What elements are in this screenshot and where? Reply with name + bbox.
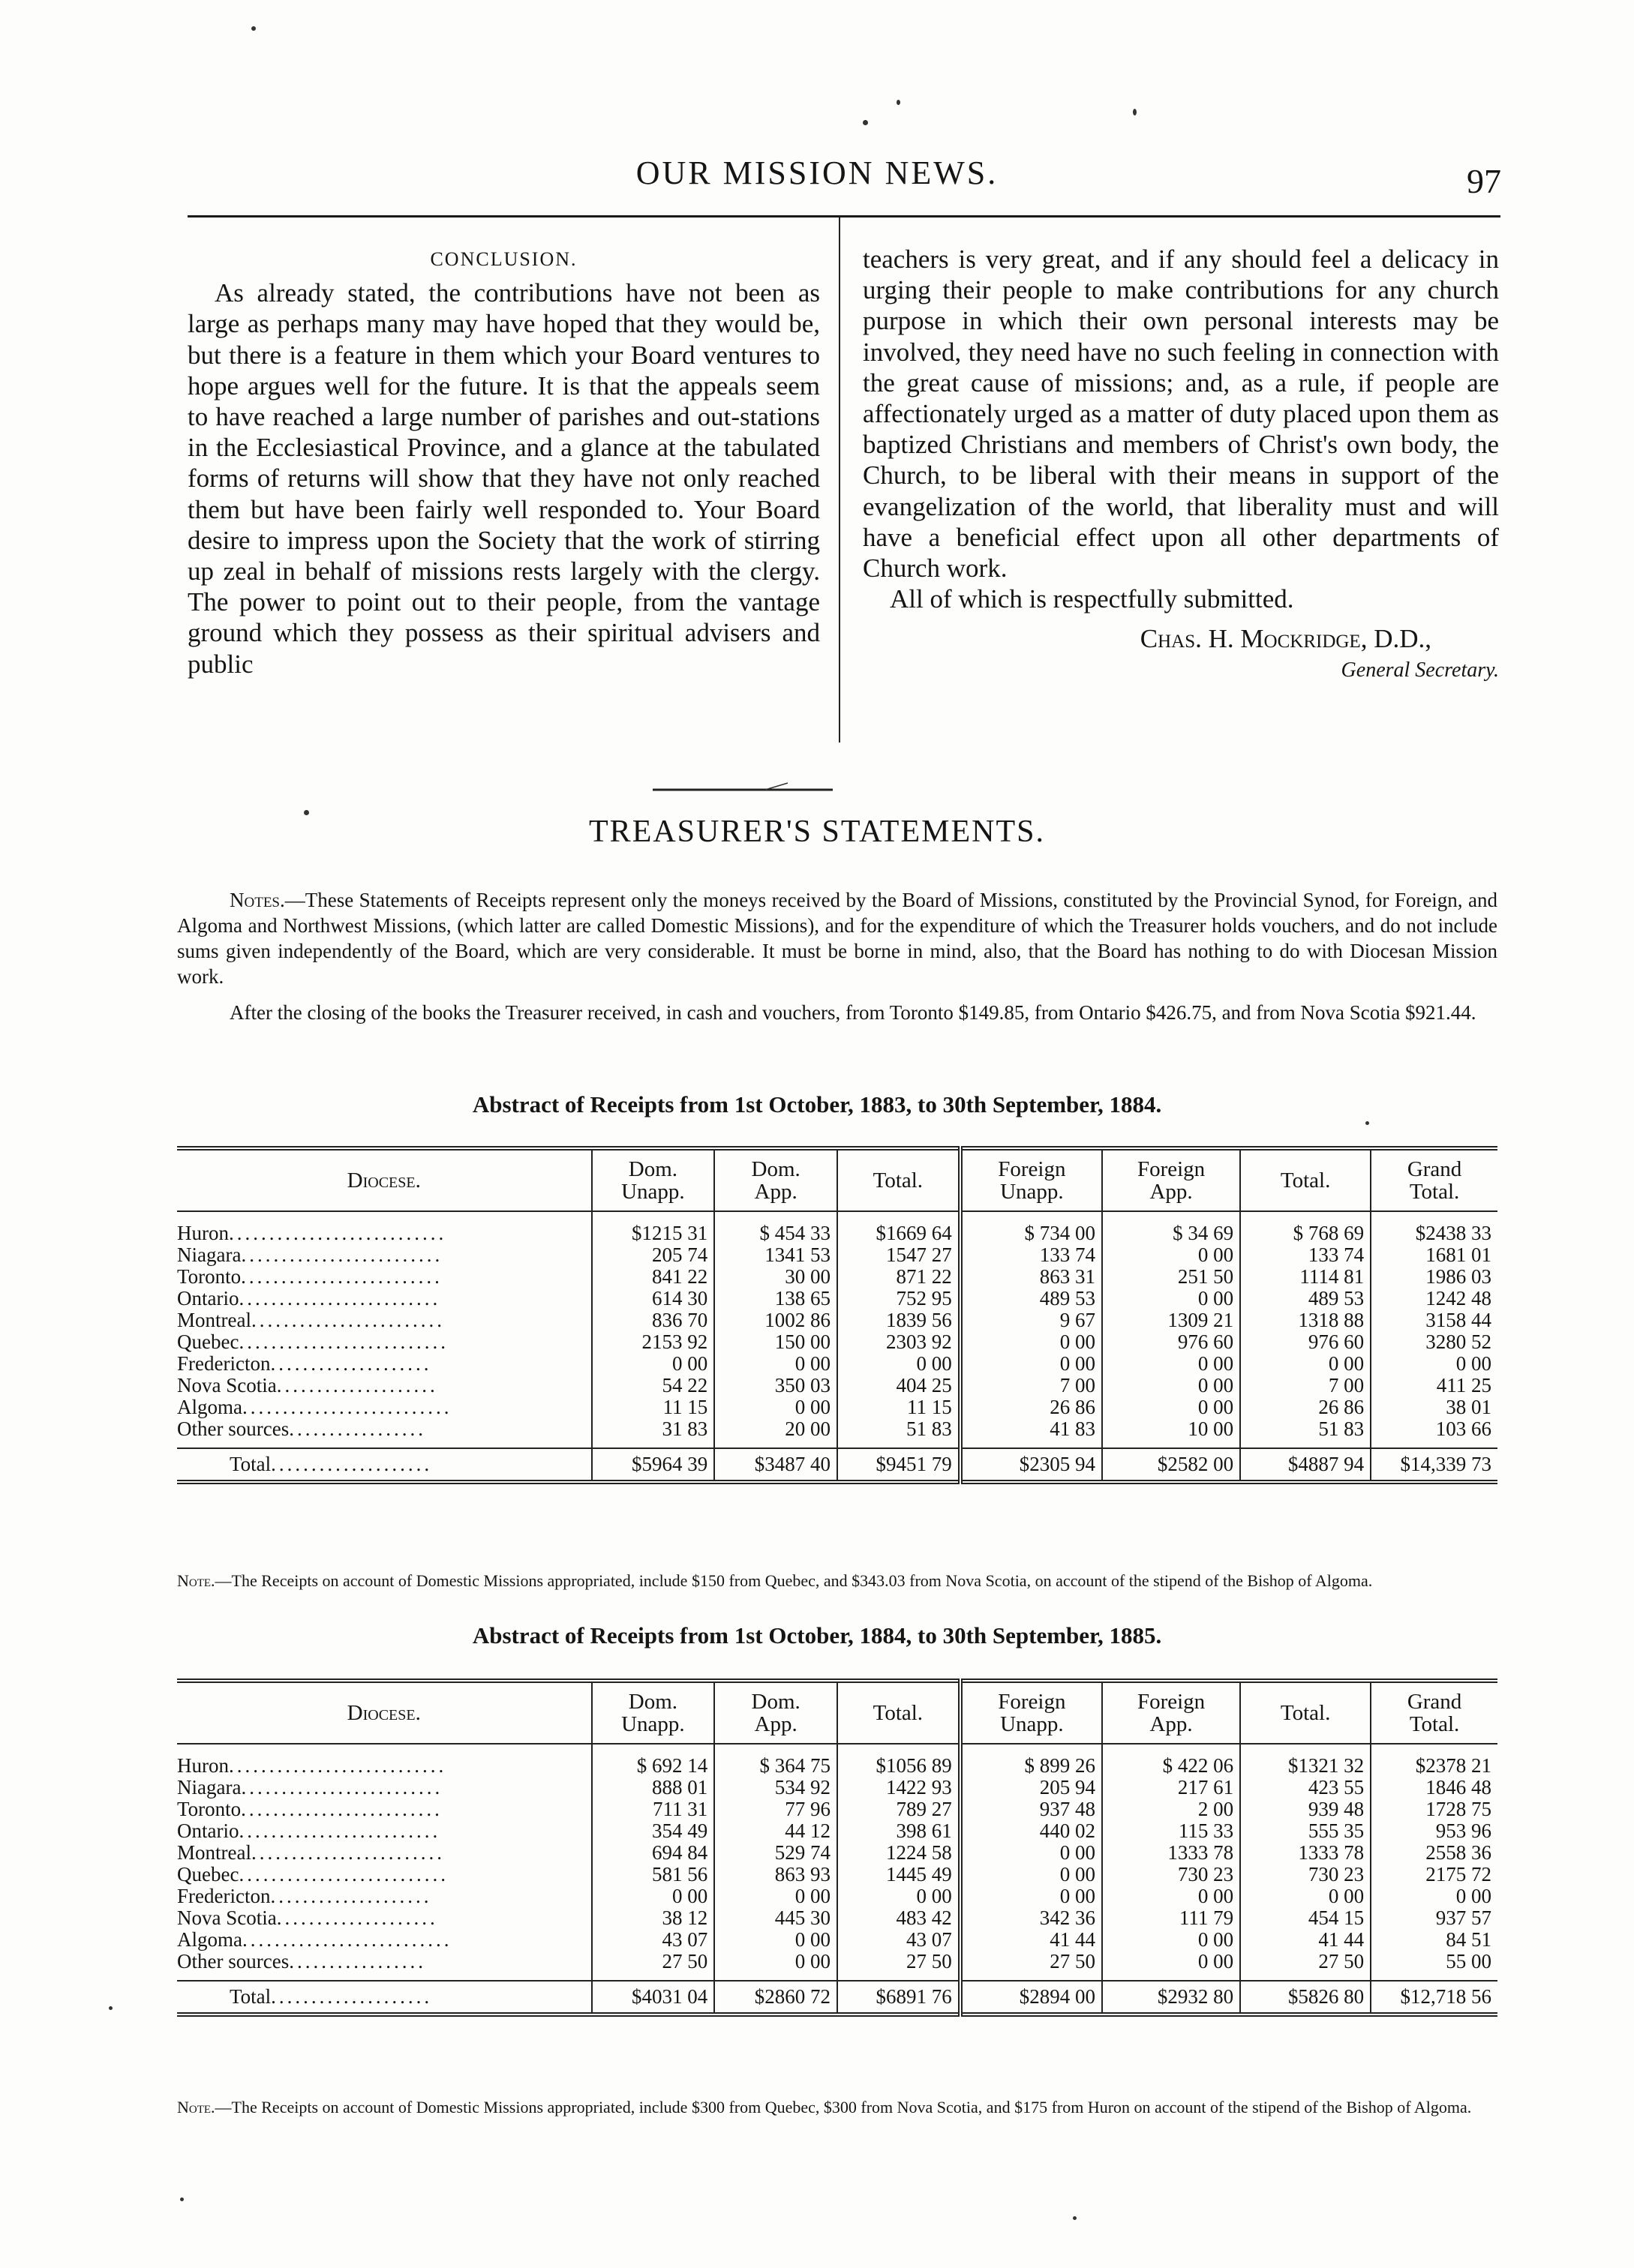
dom-app-cell: 77 96 — [714, 1798, 837, 1820]
grand-total-cell: 1242 48 — [1371, 1288, 1497, 1310]
conclusion-left-column — [188, 244, 820, 680]
grand-total-cell: 2558 36 — [1371, 1842, 1497, 1864]
foreign-unapp-cell: 41 83 — [960, 1418, 1102, 1448]
header-foreign-unapp: Foreign Unapp. — [960, 1681, 1102, 1744]
diocese-cell: Algoma.......................... — [177, 1928, 452, 1951]
conclusion-heading: CONCLUSION. — [430, 248, 578, 270]
foreign-app-cell: 0 00 — [1102, 1396, 1240, 1418]
total-row — [177, 1981, 1497, 2014]
table-row — [177, 1288, 1497, 1310]
total2-cell: 0 00 — [1240, 1886, 1371, 1907]
table-row — [177, 1418, 1497, 1448]
diocese-cell: Niagara......................... — [177, 1776, 443, 1798]
header-grand-total: Grand Total. — [1371, 1148, 1497, 1211]
dom-unapp-cell: $ 692 14 — [592, 1744, 715, 1777]
section-title: TREASURER'S STATEMENTS. — [589, 814, 1045, 849]
leader-dots: .......................... — [239, 1330, 449, 1353]
total-cell: 11 15 — [837, 1396, 960, 1418]
dom-unapp-cell: 888 01 — [592, 1777, 715, 1798]
foreign-app-cell: 0 00 — [1102, 1951, 1240, 1981]
foreign-app-cell: 0 00 — [1102, 1244, 1240, 1266]
table-row — [177, 1744, 1497, 1777]
leader-dots: ......................... — [241, 1776, 443, 1798]
conclusion-right-column — [863, 244, 1499, 686]
total-cell: 752 95 — [837, 1288, 960, 1310]
total-label: Total.................... — [230, 1453, 433, 1475]
total-total-cell: $6891 76 — [837, 1981, 960, 2014]
table-row — [177, 1886, 1497, 1907]
foreign-unapp-cell: 0 00 — [960, 1331, 1102, 1353]
foreign-app-cell: 0 00 — [1102, 1288, 1240, 1310]
note-text: —The Receipts on account of Domestic Missions appropriated, include $150 from Quebec, and $343.03 from Nova Scotia, on account of the stipend of the Bishop of Algoma. — [215, 1571, 1373, 1590]
diocese-cell: Niagara......................... — [177, 1244, 443, 1266]
total-label: Total.................... — [230, 1985, 433, 2008]
foreign-app-cell: 0 00 — [1102, 1886, 1240, 1907]
total-total2-cell: $5826 80 — [1240, 1981, 1371, 2014]
grand-total-cell: $2378 21 — [1371, 1744, 1497, 1777]
diocese-cell: Huron........................... — [177, 1222, 447, 1244]
dom-unapp-cell: 205 74 — [592, 1244, 715, 1266]
dom-app-cell: 0 00 — [714, 1951, 837, 1981]
grand-total-cell: 3280 52 — [1371, 1331, 1497, 1353]
header-dom-app: Dom. App. — [714, 1148, 837, 1211]
table-row — [177, 1353, 1497, 1375]
note-label: Note. — [177, 2098, 215, 2116]
header-total: Total. — [837, 1148, 960, 1211]
total2-cell: 976 60 — [1240, 1331, 1371, 1353]
total-foreign-unapp-cell: $2305 94 — [960, 1448, 1102, 1482]
table-row — [177, 1864, 1497, 1886]
total-dom-app-cell: $2860 72 — [714, 1981, 837, 2014]
foreign-app-cell: 0 00 — [1102, 1929, 1240, 1951]
diocese-cell: Fredericton.................... — [177, 1352, 432, 1375]
foreign-app-cell: 0 00 — [1102, 1353, 1240, 1375]
diocese-cell: Algoma.......................... — [177, 1396, 452, 1418]
total2-cell: 730 23 — [1240, 1864, 1371, 1886]
notes-label: Notes. — [230, 889, 285, 911]
header-dom-unapp: Dom. Unapp. — [592, 1148, 715, 1211]
table-row — [177, 1375, 1497, 1396]
total-cell: $1669 64 — [837, 1211, 960, 1244]
total-dom-unapp-cell: $5964 39 — [592, 1448, 715, 1482]
foreign-app-cell: 1309 21 — [1102, 1310, 1240, 1331]
column-divider — [839, 218, 840, 742]
leader-dots: ......................... — [239, 1820, 441, 1842]
dom-unapp-cell: 0 00 — [592, 1886, 715, 1907]
total2-cell: $1321 32 — [1240, 1744, 1371, 1777]
table-row — [177, 1331, 1497, 1353]
grand-total-cell: 2175 72 — [1371, 1864, 1497, 1886]
total-grand-total-cell: $12,718 56 — [1371, 1981, 1497, 2014]
foreign-app-cell: 730 23 — [1102, 1864, 1240, 1886]
conclusion-paragraph-left: As already stated, the contributions have not been as large as perhaps many may have hoped that they would be, but there is a feature in them which your Board ventures to hope argues well for the future. It is that the appeals seem to have reached a large number of parishes and out-stations in the Ecclesiastical Province, and a glance at the tabulated forms of returns will show that they have not only reached them but have been fairly well responded to. Your Board desire to impress upon the Society that the work of stirring up zeal in behalf of missions rests largely with the clergy. The power to point out to their people, from the vantage ground which they possess as their spiritual advisers and public — [188, 278, 820, 679]
header-foreign-app: Foreign App. — [1102, 1148, 1240, 1211]
leader-dots: .................... — [270, 1885, 432, 1907]
dom-app-cell: $ 454 33 — [714, 1211, 837, 1244]
dom-unapp-cell: 581 56 — [592, 1864, 715, 1886]
foreign-unapp-cell: 440 02 — [960, 1820, 1102, 1842]
dom-app-cell: 30 00 — [714, 1266, 837, 1288]
total-cell: 51 83 — [837, 1418, 960, 1448]
total-dom-app-cell: $3487 40 — [714, 1448, 837, 1482]
dom-unapp-cell: 2153 92 — [592, 1331, 715, 1353]
grand-total-cell: 84 51 — [1371, 1929, 1497, 1951]
total-cell: 789 27 — [837, 1798, 960, 1820]
total-cell: 404 25 — [837, 1375, 960, 1396]
total2-cell: 41 44 — [1240, 1929, 1371, 1951]
total2-cell: 454 15 — [1240, 1907, 1371, 1929]
foreign-unapp-cell: 0 00 — [960, 1864, 1102, 1886]
dom-app-cell: 44 12 — [714, 1820, 837, 1842]
total-row — [177, 1448, 1497, 1482]
diocese-cell: Nova Scotia.................... — [177, 1374, 438, 1396]
grand-total-cell: $2438 33 — [1371, 1211, 1497, 1244]
total2-cell: 1114 81 — [1240, 1266, 1371, 1288]
table-1-note — [177, 1572, 1497, 1590]
foreign-unapp-cell: 342 36 — [960, 1907, 1102, 1929]
dom-unapp-cell: 38 12 — [592, 1907, 715, 1929]
total-grand-total-cell: $14,339 73 — [1371, 1448, 1497, 1482]
leader-dots: .................... — [271, 1985, 433, 2008]
total-cell: 27 50 — [837, 1951, 960, 1981]
grand-total-cell: 1986 03 — [1371, 1266, 1497, 1288]
table-1-title: Abstract of Receipts from 1st October, 1883, to 30th September, 1884. — [472, 1091, 1162, 1118]
dom-app-cell: 445 30 — [714, 1907, 837, 1929]
total2-cell: 27 50 — [1240, 1951, 1371, 1981]
dom-app-cell: 1341 53 — [714, 1244, 837, 1266]
dom-app-cell: 150 00 — [714, 1331, 837, 1353]
grand-total-cell: 0 00 — [1371, 1353, 1497, 1375]
grand-total-cell: 953 96 — [1371, 1820, 1497, 1842]
foreign-unapp-cell: 41 44 — [960, 1929, 1102, 1951]
diocese-cell: Nova Scotia.................... — [177, 1906, 438, 1929]
total-cell: 1422 93 — [837, 1777, 960, 1798]
dom-app-cell: 534 92 — [714, 1777, 837, 1798]
dom-unapp-cell: 694 84 — [592, 1842, 715, 1864]
leader-dots: .................... — [276, 1906, 438, 1929]
header-total2: Total. — [1240, 1681, 1371, 1744]
diocese-cell: Quebec.......................... — [177, 1330, 449, 1353]
table-row — [177, 1211, 1497, 1244]
diocese-cell: Ontario......................... — [177, 1287, 441, 1310]
foreign-app-cell: 2 00 — [1102, 1798, 1240, 1820]
table-row — [177, 1310, 1497, 1331]
dom-unapp-cell: 836 70 — [592, 1310, 715, 1331]
foreign-app-cell: 0 00 — [1102, 1375, 1240, 1396]
grand-total-cell: 3158 44 — [1371, 1310, 1497, 1331]
running-title: OUR MISSION NEWS. — [635, 154, 999, 191]
total2-cell: 555 35 — [1240, 1820, 1371, 1842]
header-total: Total. — [837, 1681, 960, 1744]
receipts-table-1884-85 — [177, 1678, 1497, 2017]
grand-total-cell: 103 66 — [1371, 1418, 1497, 1448]
receipts-table-1883-84 — [177, 1146, 1497, 1484]
dom-app-cell: 1002 86 — [714, 1310, 837, 1331]
total-cell: 0 00 — [837, 1353, 960, 1375]
leader-dots: ........................ — [251, 1841, 445, 1864]
foreign-app-cell: 10 00 — [1102, 1418, 1240, 1448]
signature: Chas. H. Mockridge, D.D., — [1140, 624, 1431, 654]
foreign-unapp-cell: 205 94 — [960, 1777, 1102, 1798]
header-diocese: Diocese. — [347, 1701, 421, 1725]
diocese-cell: Other sources................. — [177, 1418, 426, 1440]
dom-unapp-cell: 54 22 — [592, 1375, 715, 1396]
total2-cell: 1318 88 — [1240, 1310, 1371, 1331]
header-foreign-app: Foreign App. — [1102, 1681, 1240, 1744]
total-cell: 1445 49 — [837, 1864, 960, 1886]
header-total2: Total. — [1240, 1148, 1371, 1211]
total-dom-unapp-cell: $4031 04 — [592, 1981, 715, 2014]
header-diocese: Diocese. — [347, 1168, 421, 1192]
table-row — [177, 1842, 1497, 1864]
table-row — [177, 1244, 1497, 1266]
dom-app-cell: 0 00 — [714, 1929, 837, 1951]
ornament-rule — [653, 778, 833, 801]
foreign-unapp-cell: 937 48 — [960, 1798, 1102, 1820]
total2-cell: 7 00 — [1240, 1375, 1371, 1396]
total-total2-cell: $4887 94 — [1240, 1448, 1371, 1482]
diocese-cell: Other sources................. — [177, 1950, 426, 1972]
grand-total-cell: 55 00 — [1371, 1951, 1497, 1981]
leader-dots: .................... — [271, 1453, 433, 1475]
foreign-unapp-cell: $ 734 00 — [960, 1211, 1102, 1244]
total2-cell: 26 86 — [1240, 1396, 1371, 1418]
total2-cell: 1333 78 — [1240, 1842, 1371, 1864]
total-cell: 1224 58 — [837, 1842, 960, 1864]
diocese-cell: Ontario......................... — [177, 1820, 441, 1842]
total-cell: 398 61 — [837, 1820, 960, 1842]
header-grand-total: Grand Total. — [1371, 1681, 1497, 1744]
leader-dots: ........................ — [251, 1309, 445, 1331]
diocese-cell: Montreal........................ — [177, 1841, 445, 1864]
table-header-row — [177, 1681, 1497, 1744]
leader-dots: .......................... — [239, 1863, 449, 1886]
dom-app-cell: 350 03 — [714, 1375, 837, 1396]
grand-total-cell: 0 00 — [1371, 1886, 1497, 1907]
notes-paragraph — [177, 887, 1497, 989]
note-text: —The Receipts on account of Domestic Missions appropriated, include $300 from Quebec, $300 from Nova Scotia, and $175 from Huron on account of the stipend of the Bishop of Algoma. — [215, 2098, 1472, 2116]
total-cell: 483 42 — [837, 1907, 960, 1929]
dom-unapp-cell: 0 00 — [592, 1353, 715, 1375]
foreign-app-cell: 217 61 — [1102, 1777, 1240, 1798]
header-dom-app: Dom. App. — [714, 1681, 837, 1744]
conclusion-closing: All of which is respectfully submitted. — [890, 584, 1294, 614]
foreign-unapp-cell: 9 67 — [960, 1310, 1102, 1331]
table-2-note — [177, 2098, 1497, 2116]
conclusion-paragraph-right: teachers is very great, and if any should feel a delicacy in urging their people to make contributions for any church purpose in which their own personal interests may be involved, they need have no such feeling in connection with the great cause of missions; and, as a rule, if people are affectionately urged as a matter of duty placed upon them as baptized Christians and members of Christ's own body, the Church, to be liberal with their means in support of the evangelization of the world, that liberality must and will have a beneficial effect upon all other departments of Church work. — [863, 244, 1499, 584]
leader-dots: .......................... — [242, 1396, 452, 1418]
grand-total-cell: 38 01 — [1371, 1396, 1497, 1418]
dom-app-cell: 0 00 — [714, 1353, 837, 1375]
dom-app-cell: 0 00 — [714, 1396, 837, 1418]
foreign-unapp-cell: 0 00 — [960, 1842, 1102, 1864]
leader-dots: .................... — [270, 1352, 432, 1375]
total-foreign-app-cell: $2582 00 — [1102, 1448, 1240, 1482]
foreign-app-cell: $ 34 69 — [1102, 1211, 1240, 1244]
foreign-unapp-cell: 0 00 — [960, 1353, 1102, 1375]
grand-total-cell: 937 57 — [1371, 1907, 1497, 1929]
total2-cell: 423 55 — [1240, 1777, 1371, 1798]
dom-app-cell: 20 00 — [714, 1418, 837, 1448]
foreign-unapp-cell: 133 74 — [960, 1244, 1102, 1266]
table-row — [177, 1266, 1497, 1288]
notes-text: —These Statements of Receipts represent only the moneys received by the Board of Missions, constituted by the Provincial Synod, for Foreign, and Algoma and Northwest Missions, (which latter are called Domestic Missions), and for the expenditure of which the Treasurer holds vouchers, and do not include sums given independently of the Board, which are very considerable. It must be borne in mind, also, that the Board has nothing to do with Diocesan Mission work. — [177, 889, 1497, 988]
total2-cell: $ 768 69 — [1240, 1211, 1371, 1244]
leader-dots: .......................... — [242, 1928, 452, 1951]
after-closing-paragraph: After the closing of the books the Treasurer received, in cash and vouchers, from Toronto $149.85, from Ontario $426.75, and from Nova Scotia $921.44. — [230, 1001, 1476, 1024]
table-row — [177, 1951, 1497, 1981]
diocese-cell: Montreal........................ — [177, 1309, 445, 1331]
signature-title: General Secretary. — [1341, 658, 1499, 682]
total-foreign-unapp-cell: $2894 00 — [960, 1981, 1102, 2014]
header-dom-unapp: Dom. Unapp. — [592, 1681, 715, 1744]
table-row — [177, 1929, 1497, 1951]
table-row — [177, 1396, 1497, 1418]
dom-unapp-cell: 31 83 — [592, 1418, 715, 1448]
total-cell: 1839 56 — [837, 1310, 960, 1331]
leader-dots: ......................... — [241, 1244, 443, 1266]
dom-app-cell: 0 00 — [714, 1886, 837, 1907]
dom-unapp-cell: $1215 31 — [592, 1211, 715, 1244]
dom-unapp-cell: 614 30 — [592, 1288, 715, 1310]
dom-unapp-cell: 43 07 — [592, 1929, 715, 1951]
dom-unapp-cell: 711 31 — [592, 1798, 715, 1820]
leader-dots: ........................... — [229, 1222, 447, 1244]
foreign-unapp-cell: 26 86 — [960, 1396, 1102, 1418]
leader-dots: ................. — [289, 1950, 426, 1972]
table-row — [177, 1777, 1497, 1798]
table-2-title: Abstract of Receipts from 1st October, 1884, to 30th September, 1885. — [472, 1622, 1162, 1648]
total-total-cell: $9451 79 — [837, 1448, 960, 1482]
table-row — [177, 1907, 1497, 1929]
foreign-unapp-cell: 27 50 — [960, 1951, 1102, 1981]
foreign-app-cell: $ 422 06 — [1102, 1744, 1240, 1777]
table-row — [177, 1820, 1497, 1842]
total2-cell: 939 48 — [1240, 1798, 1371, 1820]
foreign-app-cell: 1333 78 — [1102, 1842, 1240, 1864]
leader-dots: .................... — [276, 1374, 438, 1396]
header-rule — [188, 215, 1500, 218]
foreign-app-cell: 115 33 — [1102, 1820, 1240, 1842]
dom-app-cell: 138 65 — [714, 1288, 837, 1310]
total-cell: 2303 92 — [837, 1331, 960, 1353]
table-row — [177, 1798, 1497, 1820]
grand-total-cell: 1846 48 — [1371, 1777, 1497, 1798]
total-cell: 0 00 — [837, 1886, 960, 1907]
total-cell: 43 07 — [837, 1929, 960, 1951]
dom-unapp-cell: 27 50 — [592, 1951, 715, 1981]
leader-dots: ......................... — [239, 1287, 441, 1310]
total-cell: 1547 27 — [837, 1244, 960, 1266]
foreign-unapp-cell: 7 00 — [960, 1375, 1102, 1396]
total-cell: 871 22 — [837, 1266, 960, 1288]
diocese-cell: Quebec.......................... — [177, 1863, 449, 1886]
header-foreign-unapp: Foreign Unapp. — [960, 1148, 1102, 1211]
foreign-app-cell: 251 50 — [1102, 1266, 1240, 1288]
dom-unapp-cell: 841 22 — [592, 1266, 715, 1288]
diocese-cell: Toronto......................... — [177, 1265, 443, 1288]
note-label: Note. — [177, 1571, 215, 1590]
dom-app-cell: 863 93 — [714, 1864, 837, 1886]
foreign-app-cell: 111 79 — [1102, 1907, 1240, 1929]
total2-cell: 489 53 — [1240, 1288, 1371, 1310]
total2-cell: 0 00 — [1240, 1353, 1371, 1375]
page-number: 97 — [1467, 162, 1501, 200]
foreign-unapp-cell: 0 00 — [960, 1886, 1102, 1907]
grand-total-cell: 1728 75 — [1371, 1798, 1497, 1820]
page-header — [0, 154, 1634, 206]
foreign-unapp-cell: 489 53 — [960, 1288, 1102, 1310]
dom-unapp-cell: 354 49 — [592, 1820, 715, 1842]
total2-cell: 133 74 — [1240, 1244, 1371, 1266]
total-foreign-app-cell: $2932 80 — [1102, 1981, 1240, 2014]
foreign-app-cell: 976 60 — [1102, 1331, 1240, 1353]
dom-app-cell: $ 364 75 — [714, 1744, 837, 1777]
total-cell: $1056 89 — [837, 1744, 960, 1777]
diocese-cell: Huron........................... — [177, 1754, 447, 1777]
dom-app-cell: 529 74 — [714, 1842, 837, 1864]
table-header-row — [177, 1148, 1497, 1211]
leader-dots: ................. — [289, 1418, 426, 1440]
dom-unapp-cell: 11 15 — [592, 1396, 715, 1418]
total2-cell: 51 83 — [1240, 1418, 1371, 1448]
treasurer-notes — [177, 887, 1497, 1025]
foreign-unapp-cell: $ 899 26 — [960, 1744, 1102, 1777]
grand-total-cell: 1681 01 — [1371, 1244, 1497, 1266]
leader-dots: ......................... — [241, 1798, 443, 1820]
leader-dots: ......................... — [241, 1265, 443, 1288]
diocese-cell: Fredericton.................... — [177, 1885, 432, 1907]
foreign-unapp-cell: 863 31 — [960, 1266, 1102, 1288]
grand-total-cell: 411 25 — [1371, 1375, 1497, 1396]
diocese-cell: Toronto......................... — [177, 1798, 443, 1820]
leader-dots: ........................... — [229, 1754, 447, 1777]
